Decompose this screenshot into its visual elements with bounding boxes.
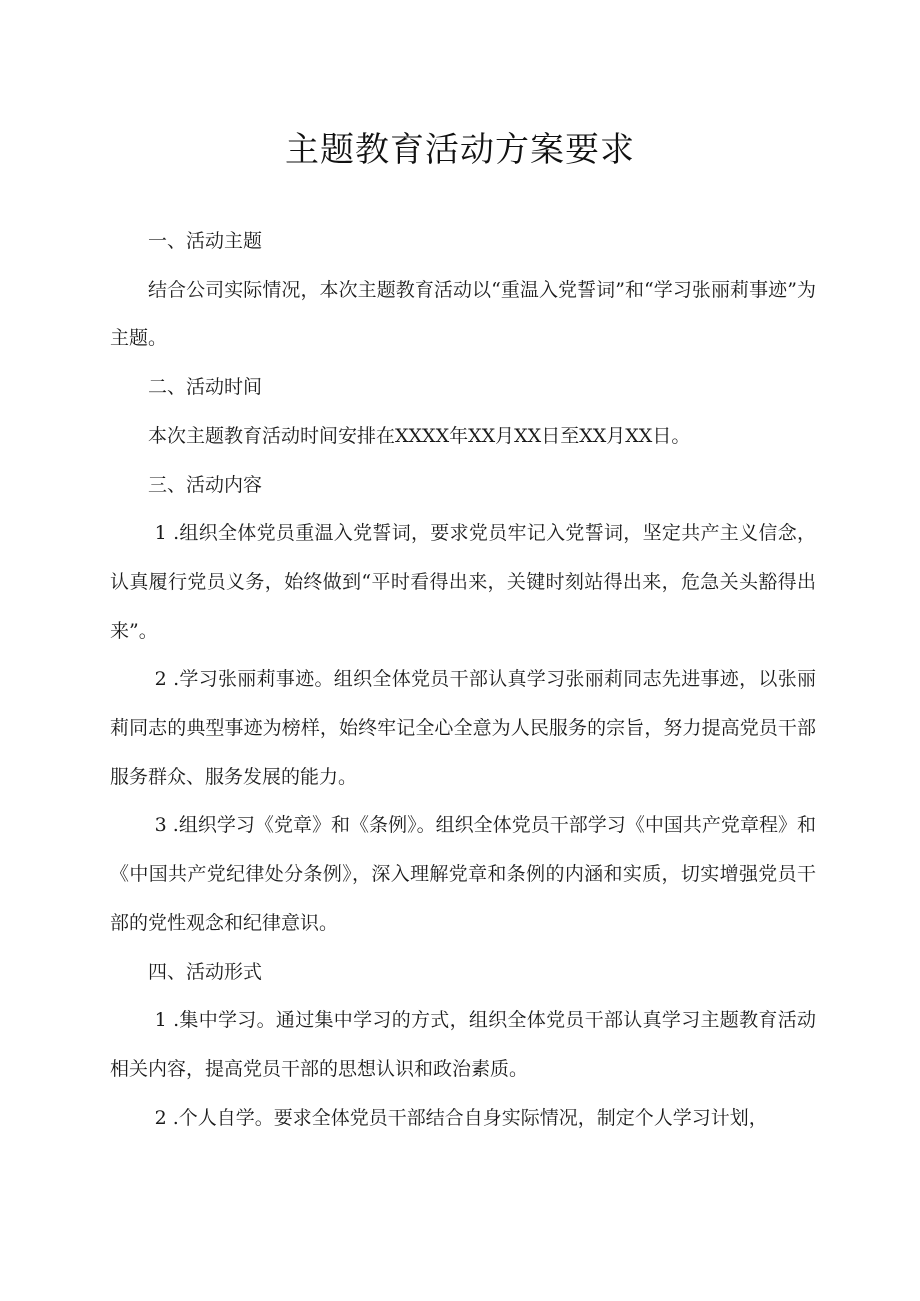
section-heading-time: 二、活动时间 [148,376,263,399]
section-heading-form: 四、活动形式 [148,960,263,983]
document-title: 主题教育活动方案要求 [285,130,635,170]
section-text-time: 本次主题教育活动时间安排在XXXX年XX月XX日至XX月XX日。 [148,424,691,447]
form-item-1: 1 .集中学习。通过集中学习的方式，组织全体党员干部认真学习主题教育活动相关内容，提高党员干部的思想认识和政治素质。 [110,1009,816,1080]
section-heading-theme: 一、活动主题 [148,230,263,252]
content-item-1: 1 .组织全体党员重温入党誓词，要求党员牢记入党誓词，坚定共产主义信念，认真履行党员义务，始终做到“平时看得出来，关键时刻站得出来，危急关头豁得出来”。 [110,522,816,642]
section-text-theme: 结合公司实际情况，本次主题教育活动以“重温入党誓词”和“学习张丽莉事迹”为主题。 [110,278,816,350]
content-item-2: 2 .学习张丽莉事迹。组织全体党员干部认真学习张丽莉同志先进事迹，以张丽莉同志的典型事迹为榜样，始终牢记全心全意为人民服务的宗旨，努力提高党员干部服务群众、服务发展的能力。 [110,668,816,788]
form-item-2: 2 .个人自学。要求全体党员干部结合自身实际情况，制定个人学习计划， [154,1106,768,1129]
document-body [110,217,816,1142]
section-heading-content: 三、活动内容 [148,473,263,496]
content-item-3: 3 .组织学习《党章》和《条例》。组织全体党员干部学习《中国共产党章程》和《中国共产党纪律处分条例》，深入理解党章和条例的内涵和实质，切实增强党员干部的党性观念和纪律意识。 [110,814,816,934]
